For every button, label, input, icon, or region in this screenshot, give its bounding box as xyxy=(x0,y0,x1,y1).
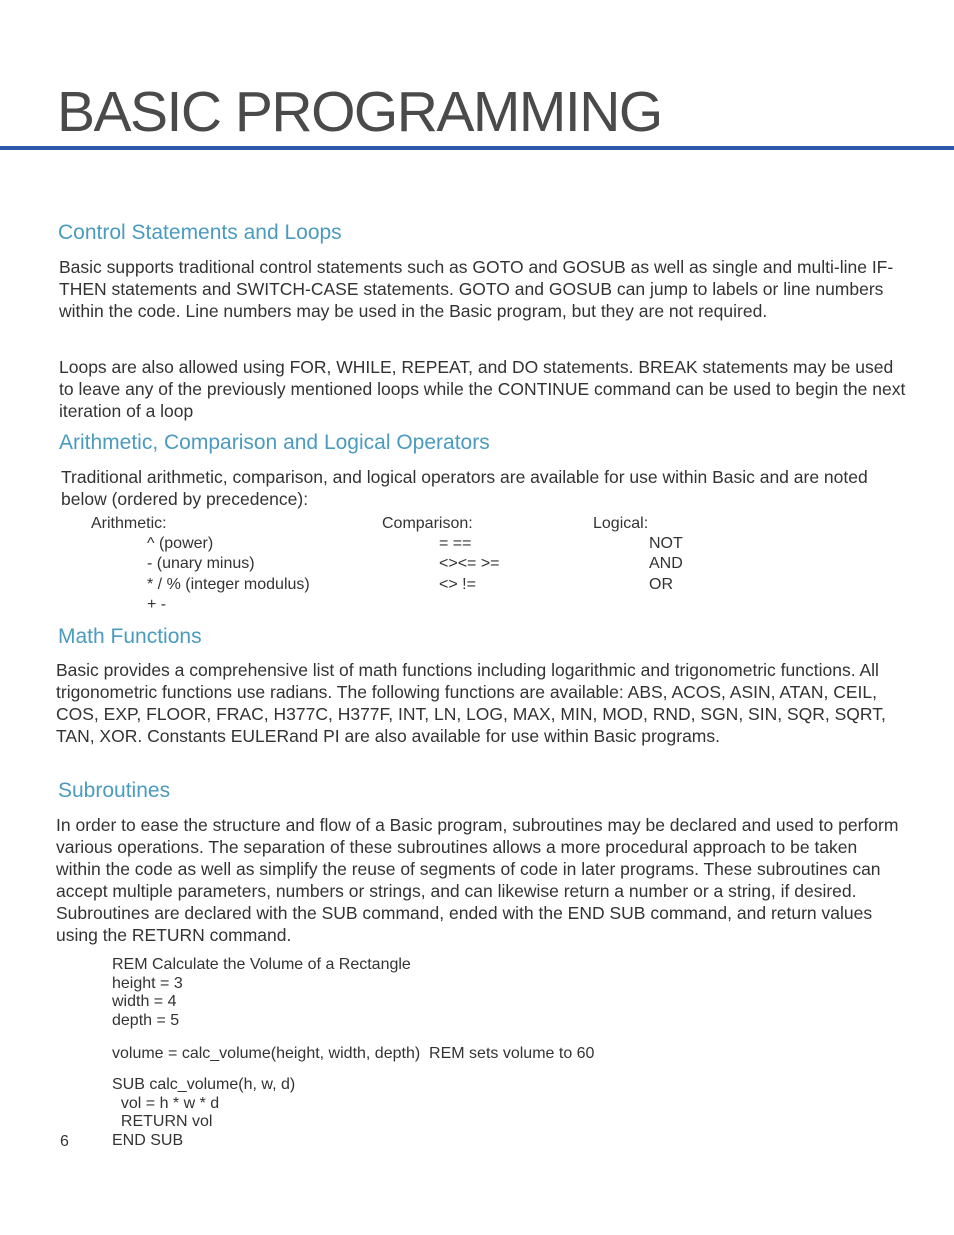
title-divider xyxy=(0,146,954,150)
section-heading-operators: Arithmetic, Comparison and Logical Operators xyxy=(59,431,490,454)
logical-label: Logical: xyxy=(593,515,649,532)
section-heading-control-statements: Control Statements and Loops xyxy=(58,221,342,244)
paragraph-subroutines: In order to ease the structure and flow of a Basic program, subroutines may be declared and used to perform various operations. The separation of these subroutines allows a more procedural approach to be taken within the code as well as simplify the reuse of segments of code in later programs. These subroutines can accept multiple parameters, numbers or strings, and can likewise return a number or a string, if desired. Subroutines are declared with the SUB command, ended with the END SUB command, and return values using the RETURN command. xyxy=(56,815,899,945)
arithmetic-operator: - (unary minus) xyxy=(147,555,255,572)
paragraph-operators: Traditional arithmetic, comparison, and logical operators are available for use within Basic and are noted below (ordered by precedence): xyxy=(61,467,868,509)
page-number: 6 xyxy=(60,1133,69,1150)
code-block-subroutine: SUB calc_volume(h, w, d) vol = h * w * d RETURN vol END SUB xyxy=(112,1076,296,1149)
arithmetic-operator: ^ (power) xyxy=(147,535,214,552)
comparison-label: Comparison: xyxy=(382,515,473,532)
arithmetic-operator: + - xyxy=(147,596,167,613)
paragraph-control-statements: Basic supports traditional control statements such as GOTO and GOSUB as well as single and multi-line IF-THEN statements and SWITCH-CASE statements. GOTO and GOSUB can jump to labels or line numbers within the code. Line numbers may be used in the Basic program, but they are not required. xyxy=(59,257,894,321)
section-heading-subroutines: Subroutines xyxy=(58,779,171,802)
arithmetic-label: Arithmetic: xyxy=(91,515,167,532)
logical-operator: AND xyxy=(649,555,683,572)
comparison-operator: <><= >= xyxy=(439,555,500,572)
comparison-operator: = == xyxy=(439,535,472,552)
code-block-variables: REM Calculate the Volume of a Rectangle height = 3 width = 4 depth = 5 xyxy=(112,956,411,1029)
code-block-call: volume = calc_volume(height, width, depth) REM sets volume to 60 xyxy=(112,1045,595,1062)
logical-operator: OR xyxy=(649,576,673,593)
paragraph-loops: Loops are also allowed using FOR, WHILE, REPEAT, and DO statements. BREAK statements may be used to leave any of the previously mentioned loops while the CONTINUE command can be used to begin the next iteration of a loop xyxy=(59,357,906,421)
page-title: BASIC PROGRAMMING xyxy=(57,80,662,145)
arithmetic-operator: * / % (integer modulus) xyxy=(147,576,310,593)
logical-operator: NOT xyxy=(649,535,683,552)
comparison-operator: <> != xyxy=(439,576,476,593)
paragraph-math-functions: Basic provides a comprehensive list of math functions including logarithmic and trigonometric functions. All trigonometric functions use radians. The following functions are available: ABS, ACOS, ASIN, ATAN, CEIL, COS, EXP, FLOOR, FRAC, H377C, H377F, INT, LN, LOG, MAX, MIN, MOD, RND, SGN, SIN, SQR, SQRT, TAN, XOR. Constants EULERand PI are also available for use within Basic programs. xyxy=(56,660,886,746)
section-heading-math-functions: Math Functions xyxy=(58,625,202,648)
